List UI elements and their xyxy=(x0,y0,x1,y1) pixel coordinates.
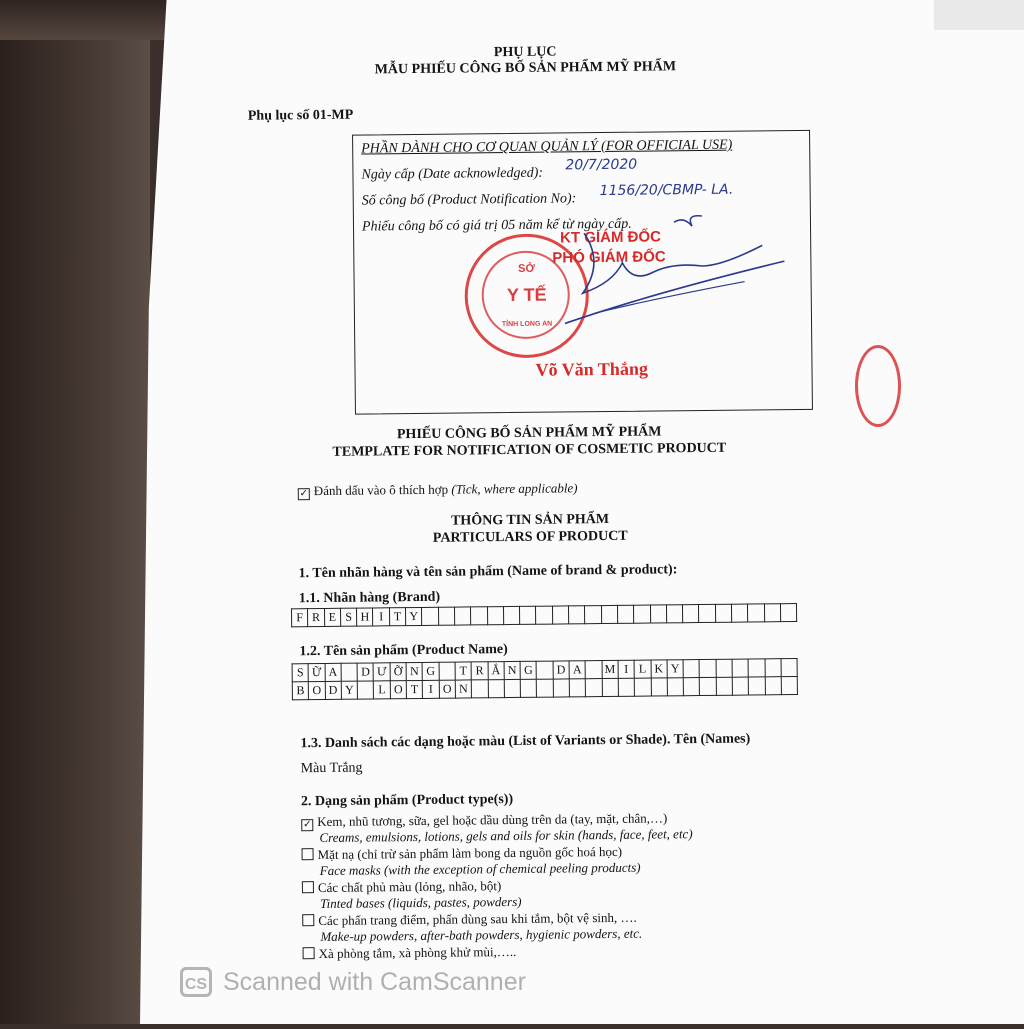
grid-cell xyxy=(683,660,699,678)
grid-cell xyxy=(471,607,487,625)
grid-cell xyxy=(520,679,536,697)
product-type-vn: Các phấn trang điểm, phấn dùng sau khi tắm, bột vệ sinh, …. xyxy=(318,909,637,929)
grid-cell xyxy=(553,679,569,697)
product-type-item xyxy=(302,876,694,912)
grid-cell: I xyxy=(618,660,634,678)
signer-title2: PHÓ GIÁM ĐỐC xyxy=(552,248,666,267)
grid-cell xyxy=(748,604,764,622)
number-label: Số công bố (Product Notification No): xyxy=(361,191,577,209)
product-type-vn: Mặt nạ (chỉ trừ sản phẩm làm bong da nguồn gốc hoá học) xyxy=(317,843,623,863)
grid-cell: I xyxy=(373,608,389,626)
grid-cell xyxy=(781,677,797,695)
checked-box-icon: ✓ xyxy=(303,819,312,831)
grid-cell: A xyxy=(325,663,341,681)
header-line1: PHỤ LỤC xyxy=(493,44,557,61)
grid-cell: N xyxy=(504,661,520,679)
grid-cell: Ỡ xyxy=(390,663,406,681)
grid-cell: G xyxy=(520,661,536,679)
product-type-en: Tinted bases (liquids, pastes, powders) xyxy=(320,893,522,912)
grid-cell xyxy=(488,680,504,698)
grid-cell xyxy=(749,677,765,695)
grid-cell xyxy=(780,604,796,622)
grid-cell: Y xyxy=(667,660,683,678)
product-type-item xyxy=(301,810,693,846)
variants-label: 1.3. Danh sách các dạng hoặc màu (List of Variants or Shade). Tên (Names) xyxy=(300,731,751,752)
grid-cell xyxy=(732,677,748,695)
grid-cell xyxy=(503,606,519,624)
product-type-vn: Các chất phủ màu (lỏng, nhão, bột) xyxy=(317,878,502,896)
camscanner-text: Scanned with CamScanner xyxy=(223,968,526,996)
brand-label: 1.1. Nhãn hàng (Brand) xyxy=(298,589,441,607)
template-title-en: TEMPLATE FOR NOTIFICATION OF COSMETIC PRODUCT xyxy=(332,440,727,460)
appendix-label: Phụ lục số 01-MP xyxy=(247,107,354,124)
grid-cell xyxy=(536,606,552,624)
grid-cell xyxy=(765,677,781,695)
signer-name: Võ Văn Thắng xyxy=(535,358,649,380)
grid-cell xyxy=(716,677,732,695)
empty-box-icon xyxy=(302,881,314,893)
grid-cell: N xyxy=(455,680,471,698)
product-label: 1.2. Tên sản phẩm (Product Name) xyxy=(299,642,508,660)
grid-cell xyxy=(683,678,699,696)
section2-title: 2. Dạng sản phẩm (Product type(s)) xyxy=(300,792,514,810)
grid-cell xyxy=(634,605,650,623)
grid-cell xyxy=(732,659,748,677)
grid-cell xyxy=(634,678,650,696)
grid-cell: O xyxy=(439,680,455,698)
grid-cell xyxy=(537,679,553,697)
product-type-item xyxy=(303,942,694,962)
grid-cell xyxy=(487,607,503,625)
grid-cell xyxy=(585,661,601,679)
side-seal-fragment xyxy=(855,345,901,427)
product-type-item xyxy=(302,909,694,945)
grid-cell xyxy=(617,605,633,623)
grid-cell: L xyxy=(374,681,390,699)
signature xyxy=(554,201,795,344)
grid-cell xyxy=(667,678,683,696)
grid-cell xyxy=(569,679,585,697)
date-label: Ngày cấp (Date acknowledged): xyxy=(361,165,544,183)
seal-bottom-text: TỈNH LONG AN xyxy=(501,320,553,329)
grid-cell: S xyxy=(292,664,308,682)
camscanner-logo: CS xyxy=(180,967,212,997)
grid-cell: T xyxy=(406,680,422,698)
section1-title: 1. Tên nhãn hàng và tên sản phẩm (Name of brand & product): xyxy=(298,562,678,582)
grid-cell xyxy=(699,659,715,677)
grid-cell xyxy=(422,607,438,625)
grid-cell xyxy=(357,681,373,699)
product-type-vn: Kem, nhũ tương, sữa, gel hoặc dầu dùng trên da (tay, mặt, chân,…) xyxy=(317,810,668,830)
grid-cell xyxy=(439,662,455,680)
tick-note-vn: Đánh dấu vào ô thích hợp xyxy=(313,481,449,499)
date-value: 20/7/2020 xyxy=(565,156,638,174)
grid-cell: T xyxy=(389,608,405,626)
grid-cell xyxy=(765,659,781,677)
grid-cell xyxy=(666,605,682,623)
grid-cell: Ắ xyxy=(488,662,504,680)
grid-cell: D xyxy=(357,663,373,681)
grid-cell xyxy=(569,606,585,624)
grid-cell xyxy=(650,605,666,623)
grid-cell xyxy=(618,678,634,696)
tick-note-en: (Tick, where applicable) xyxy=(451,480,578,497)
number-value: 1156/20/CBMP- LA. xyxy=(599,181,734,200)
product-type-vn: Xà phòng tắm, xà phòng khử mùi,….. xyxy=(318,943,517,962)
empty-box-icon xyxy=(303,947,315,959)
grid-cell xyxy=(552,606,568,624)
seal-top-text: SỞ xyxy=(518,262,535,275)
validity-note: Phiếu công bố có giá trị 05 năm kể từ ngày cấp. xyxy=(361,216,632,235)
header-line2: MẪU PHIẾU CÔNG BỐ SẢN PHẨM MỸ PHẨM xyxy=(374,59,677,78)
grid-cell xyxy=(651,678,667,696)
grid-cell: R xyxy=(308,608,324,626)
grid-cell: H xyxy=(357,608,373,626)
grid-cell xyxy=(341,663,357,681)
grid-cell xyxy=(586,679,602,697)
grid-cell xyxy=(520,606,536,624)
grid-cell: N xyxy=(406,662,422,680)
grid-row xyxy=(292,604,797,627)
grid-cell: Y xyxy=(341,681,357,699)
grid-cell: D xyxy=(553,661,569,679)
grid-cell xyxy=(731,604,747,622)
grid-cell xyxy=(602,678,618,696)
product-type-item xyxy=(301,843,693,879)
grid-cell: F xyxy=(292,609,308,627)
grid-cell: L xyxy=(634,660,650,678)
particulars-vn: THÔNG TIN SẢN PHẨM xyxy=(450,511,610,529)
grid-cell xyxy=(748,659,764,677)
grid-cell xyxy=(683,605,699,623)
checkbox-icon: ✓ xyxy=(299,488,309,500)
product-type-en: Face masks (with the exception of chemical peeling products) xyxy=(319,859,641,879)
signer-title1: KT GIÁM ĐỐC xyxy=(560,228,662,247)
grid-cell: I xyxy=(423,680,439,698)
grid-cell xyxy=(781,659,797,677)
grid-cell xyxy=(699,604,715,622)
seal-center-text: Y TẾ xyxy=(506,284,547,306)
grid-cell: E xyxy=(324,608,340,626)
product-type-en: Make-up powders, after-bath powders, hygienic powders, etc. xyxy=(320,925,643,945)
grid-cell xyxy=(438,607,454,625)
grid-cell: D xyxy=(325,681,341,699)
empty-box-icon xyxy=(302,848,314,860)
grid-cell xyxy=(715,604,731,622)
variants-value: Màu Trắng xyxy=(300,760,363,777)
official-box-title: PHẦN DÀNH CHO CƠ QUAN QUẢN LÝ (FOR OFFICIAL USE) xyxy=(361,137,733,157)
grid-cell: K xyxy=(651,660,667,678)
grid-cell xyxy=(601,605,617,623)
grid-cell: T xyxy=(455,662,471,680)
official-use-box xyxy=(352,130,813,415)
grid-cell: G xyxy=(422,662,438,680)
grid-cell xyxy=(716,659,732,677)
grid-cell xyxy=(585,606,601,624)
grid-cell xyxy=(504,679,520,697)
grid-cell: M xyxy=(602,660,618,678)
grid-cell: B xyxy=(292,682,308,700)
product-type-list xyxy=(301,810,694,963)
product-type-en: Creams, emulsions, lotions, gels and oils for skin (hands, face, feet, etc) xyxy=(319,826,693,846)
tick-note xyxy=(298,480,578,499)
template-title-vn: PHIẾU CÔNG BỐ SẢN PHẨM MỸ PHẨM xyxy=(396,424,662,443)
product-grid xyxy=(292,658,799,700)
empty-box-icon xyxy=(302,914,314,926)
grid-cell xyxy=(700,677,716,695)
grid-cell: Ư xyxy=(374,663,390,681)
grid-cell xyxy=(454,607,470,625)
brand-grid xyxy=(291,603,797,627)
grid-cell: Ữ xyxy=(308,663,324,681)
particulars-en: PARTICULARS OF PRODUCT xyxy=(432,528,628,546)
grid-cell: R xyxy=(471,662,487,680)
grid-cell: O xyxy=(390,681,406,699)
grid-cell: A xyxy=(569,661,585,679)
grid-cell: S xyxy=(340,608,356,626)
grid-cell: Y xyxy=(406,607,422,625)
grid-cell xyxy=(764,604,780,622)
grid-cell xyxy=(537,661,553,679)
grid-cell: O xyxy=(309,681,325,699)
grid-cell xyxy=(472,680,488,698)
